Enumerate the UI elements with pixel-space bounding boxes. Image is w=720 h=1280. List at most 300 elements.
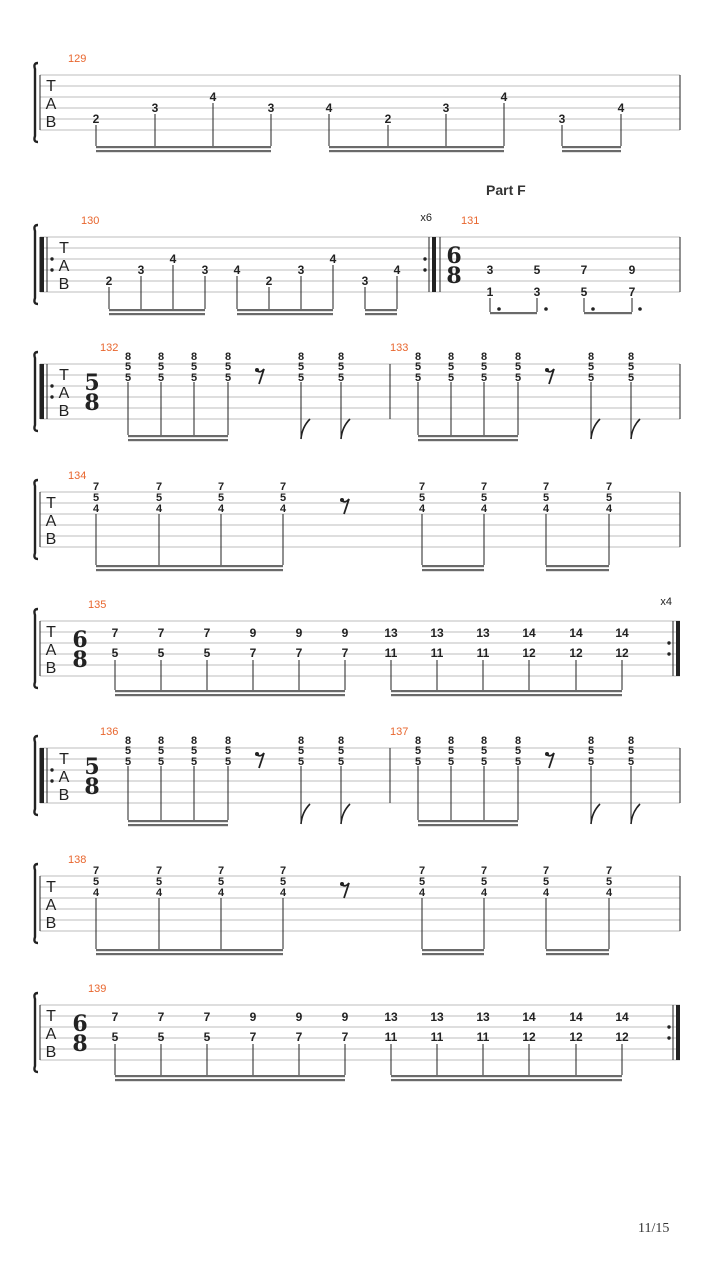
repeat-dot bbox=[667, 652, 670, 655]
system-bracket bbox=[34, 609, 38, 688]
fret-number: 5 bbox=[587, 745, 595, 757]
fret-number: 5 bbox=[480, 492, 488, 504]
time-signature-bottom: 8 bbox=[72, 1031, 88, 1057]
fret-number: 4 bbox=[279, 503, 287, 515]
fret-number: 8 bbox=[447, 351, 455, 363]
fret-number: 5 bbox=[155, 492, 163, 504]
fret-number: 2 bbox=[384, 112, 392, 126]
fret-number: 5 bbox=[414, 361, 422, 373]
fret-number: 8 bbox=[480, 735, 488, 747]
fret-number: 9 bbox=[628, 263, 636, 277]
tab-clef-letter: A bbox=[58, 385, 70, 402]
beam bbox=[391, 1079, 622, 1081]
fret-number: 8 bbox=[124, 735, 132, 747]
fret-number: 7 bbox=[418, 865, 426, 877]
fret-number: 13 bbox=[384, 626, 398, 640]
tab-clef-letter: A bbox=[45, 897, 57, 914]
fret-number: 3 bbox=[558, 112, 566, 126]
fret-number: 4 bbox=[605, 503, 613, 515]
beam bbox=[418, 439, 518, 441]
fret-number: 4 bbox=[233, 263, 241, 277]
beam bbox=[422, 953, 484, 955]
fret-number: 5 bbox=[203, 1030, 211, 1044]
fret-number: 11 bbox=[476, 646, 490, 660]
beam bbox=[96, 565, 283, 567]
fret-number: 13 bbox=[430, 626, 444, 640]
fret-number: 5 bbox=[514, 372, 522, 384]
fret-number: 5 bbox=[92, 492, 100, 504]
fret-number: 9 bbox=[341, 626, 349, 640]
fret-number: 5 bbox=[447, 745, 455, 757]
beam bbox=[562, 146, 621, 148]
fret-number: 7 bbox=[605, 481, 613, 493]
repeat-dot bbox=[50, 384, 53, 387]
tab-clef-letter: B bbox=[45, 660, 57, 677]
note-flag bbox=[631, 419, 640, 439]
fret-number: 3 bbox=[267, 101, 275, 115]
measure-number: 137 bbox=[390, 726, 409, 738]
fret-number: 8 bbox=[157, 351, 165, 363]
fret-number: 7 bbox=[217, 865, 225, 877]
fret-number: 5 bbox=[297, 756, 305, 768]
fret-number: 5 bbox=[480, 361, 488, 373]
fret-number: 7 bbox=[580, 263, 588, 277]
beam bbox=[115, 690, 345, 692]
fret-number: 5 bbox=[587, 361, 595, 373]
fret-number: 7 bbox=[480, 481, 488, 493]
measure-number: 139 bbox=[88, 983, 107, 995]
fret-number: 4 bbox=[155, 887, 163, 899]
tab-clef-letter: T bbox=[46, 495, 56, 512]
section-label-part-f: Part F bbox=[486, 182, 526, 198]
fret-number: 14 bbox=[569, 1010, 583, 1024]
eighth-rest-dot bbox=[255, 368, 259, 372]
note-flag bbox=[591, 419, 600, 439]
fret-number: 5 bbox=[190, 745, 198, 757]
system-bracket bbox=[34, 864, 38, 943]
fret-number: 5 bbox=[297, 745, 305, 757]
fret-number: 5 bbox=[587, 756, 595, 768]
beam bbox=[546, 953, 609, 955]
repeat-dot bbox=[50, 768, 53, 771]
fret-number: 5 bbox=[224, 372, 232, 384]
beam bbox=[96, 569, 283, 571]
fret-number: 8 bbox=[627, 351, 635, 363]
repeat-start-thick-bar bbox=[40, 237, 44, 292]
fret-number: 4 bbox=[217, 887, 225, 899]
dot bbox=[638, 307, 642, 311]
time-signature-top: 6 bbox=[72, 1011, 88, 1037]
fret-number: 8 bbox=[190, 351, 198, 363]
fret-number: 9 bbox=[249, 626, 257, 640]
beam bbox=[365, 313, 397, 315]
fret-number: 8 bbox=[414, 735, 422, 747]
fret-number: 7 bbox=[279, 865, 287, 877]
fret-number: 5 bbox=[157, 361, 165, 373]
fret-number: 4 bbox=[209, 90, 217, 104]
fret-number: 5 bbox=[514, 745, 522, 757]
time-signature-top: 5 bbox=[84, 754, 100, 780]
page-number: 11/15 bbox=[638, 1221, 670, 1236]
beam bbox=[115, 694, 345, 696]
fret-number: 4 bbox=[605, 887, 613, 899]
fret-number: 8 bbox=[124, 351, 132, 363]
fret-number: 5 bbox=[337, 372, 345, 384]
time-signature-bottom: 8 bbox=[84, 390, 100, 416]
fret-number: 7 bbox=[111, 626, 119, 640]
fret-number: 3 bbox=[151, 101, 159, 115]
fret-number: 8 bbox=[447, 735, 455, 747]
fret-number: 4 bbox=[418, 503, 426, 515]
fret-number: 4 bbox=[169, 252, 177, 266]
tab-clef-letter: T bbox=[59, 240, 69, 257]
beam bbox=[422, 565, 484, 567]
fret-number: 11 bbox=[384, 646, 398, 660]
fret-number: 5 bbox=[627, 756, 635, 768]
fret-number: 9 bbox=[249, 1010, 257, 1024]
fret-number: 5 bbox=[480, 372, 488, 384]
fret-number: 7 bbox=[542, 481, 550, 493]
fret-number: 7 bbox=[542, 865, 550, 877]
time-signature-top: 6 bbox=[446, 243, 462, 269]
fret-number: 8 bbox=[190, 735, 198, 747]
fret-number: 5 bbox=[190, 372, 198, 384]
fret-number: 5 bbox=[337, 361, 345, 373]
fret-number: 5 bbox=[157, 1030, 165, 1044]
beam bbox=[391, 694, 622, 696]
fret-number: 5 bbox=[337, 756, 345, 768]
fret-number: 9 bbox=[295, 626, 303, 640]
measure-number: 136 bbox=[100, 726, 119, 738]
fret-number: 7 bbox=[92, 481, 100, 493]
system-bracket bbox=[34, 993, 38, 1072]
fret-number: 5 bbox=[124, 756, 132, 768]
fret-number: 7 bbox=[203, 1010, 211, 1024]
fret-number: 12 bbox=[569, 646, 583, 660]
eighth-rest-dot bbox=[340, 882, 344, 886]
tab-clef-letter: B bbox=[45, 531, 57, 548]
repeat-dot bbox=[423, 257, 426, 260]
fret-number: 7 bbox=[418, 481, 426, 493]
fret-number: 5 bbox=[580, 285, 588, 299]
fret-number: 11 bbox=[430, 1030, 444, 1044]
fret-number: 1 bbox=[486, 285, 494, 299]
fret-number: 5 bbox=[605, 876, 613, 888]
beam bbox=[422, 569, 484, 571]
system-bracket bbox=[34, 480, 38, 559]
measure-number: 132 bbox=[100, 342, 119, 354]
fret-number: 5 bbox=[157, 756, 165, 768]
fret-number: 5 bbox=[533, 263, 541, 277]
fret-number: 7 bbox=[249, 646, 257, 660]
fret-number: 4 bbox=[418, 887, 426, 899]
repeat-dot bbox=[50, 779, 53, 782]
tab-clef-letter: A bbox=[45, 642, 57, 659]
tab-clef-letter: T bbox=[46, 1008, 56, 1025]
beam bbox=[584, 312, 632, 314]
repeat-start-thick-bar bbox=[40, 364, 44, 419]
note-flag bbox=[591, 804, 600, 824]
beam bbox=[490, 312, 537, 314]
fret-number: 7 bbox=[605, 865, 613, 877]
fret-number: 5 bbox=[224, 745, 232, 757]
fret-number: 5 bbox=[157, 745, 165, 757]
system-bracket bbox=[34, 736, 38, 815]
beam bbox=[546, 949, 609, 951]
eighth-rest-dot bbox=[545, 368, 549, 372]
fret-number: 5 bbox=[418, 876, 426, 888]
fret-number: 5 bbox=[414, 745, 422, 757]
fret-number: 7 bbox=[203, 626, 211, 640]
beam bbox=[418, 820, 518, 822]
beam bbox=[562, 150, 621, 152]
beam bbox=[96, 953, 283, 955]
fret-number: 9 bbox=[295, 1010, 303, 1024]
fret-number: 7 bbox=[628, 285, 636, 299]
fret-number: 7 bbox=[157, 1010, 165, 1024]
fret-number: 4 bbox=[92, 503, 100, 515]
fret-number: 7 bbox=[480, 865, 488, 877]
fret-number: 5 bbox=[190, 756, 198, 768]
fret-number: 5 bbox=[111, 646, 119, 660]
fret-number: 5 bbox=[111, 1030, 119, 1044]
fret-number: 8 bbox=[514, 351, 522, 363]
fret-number: 5 bbox=[203, 646, 211, 660]
fret-number: 12 bbox=[569, 1030, 583, 1044]
beam bbox=[237, 309, 333, 311]
fret-number: 8 bbox=[224, 735, 232, 747]
repeat-count: x6 bbox=[420, 212, 432, 224]
beam bbox=[546, 565, 609, 567]
fret-number: 5 bbox=[627, 372, 635, 384]
beam bbox=[128, 435, 228, 437]
fret-number: 4 bbox=[617, 101, 625, 115]
beam bbox=[391, 1075, 622, 1077]
tab-clef-letter: A bbox=[58, 258, 70, 275]
fret-number: 8 bbox=[514, 735, 522, 747]
beam bbox=[418, 824, 518, 826]
fret-number: 5 bbox=[414, 372, 422, 384]
tab-clef-letter: B bbox=[58, 403, 70, 420]
fret-number: 7 bbox=[217, 481, 225, 493]
measure-number: 130 bbox=[81, 215, 100, 227]
beam bbox=[422, 949, 484, 951]
note-flag bbox=[301, 419, 310, 439]
system-bracket bbox=[34, 63, 38, 142]
repeat-dot bbox=[667, 1025, 670, 1028]
fret-number: 5 bbox=[297, 361, 305, 373]
fret-number: 7 bbox=[155, 865, 163, 877]
time-signature-bottom: 8 bbox=[84, 774, 100, 800]
fret-number: 4 bbox=[480, 887, 488, 899]
fret-number: 4 bbox=[92, 887, 100, 899]
repeat-dot bbox=[50, 268, 53, 271]
fret-number: 5 bbox=[155, 876, 163, 888]
fret-number: 8 bbox=[480, 351, 488, 363]
beam bbox=[128, 820, 228, 822]
beam bbox=[128, 824, 228, 826]
fret-number: 7 bbox=[295, 646, 303, 660]
fret-number: 5 bbox=[542, 492, 550, 504]
fret-number: 5 bbox=[297, 372, 305, 384]
time-signature-bottom: 8 bbox=[72, 647, 88, 673]
beam bbox=[391, 690, 622, 692]
measure-number: 135 bbox=[88, 599, 107, 611]
fret-number: 5 bbox=[124, 745, 132, 757]
tab-clef-letter: A bbox=[45, 96, 57, 113]
fret-number: 12 bbox=[522, 646, 536, 660]
fret-number: 14 bbox=[615, 626, 629, 640]
fret-number: 14 bbox=[569, 626, 583, 640]
time-signature-bottom: 8 bbox=[446, 263, 462, 289]
eighth-rest-dot bbox=[545, 752, 549, 756]
eighth-rest-dot bbox=[340, 498, 344, 502]
fret-number: 5 bbox=[480, 745, 488, 757]
tab-clef-letter: B bbox=[45, 114, 57, 131]
beam bbox=[96, 949, 283, 951]
fret-number: 5 bbox=[414, 756, 422, 768]
fret-number: 4 bbox=[480, 503, 488, 515]
tab-clef-letter: A bbox=[45, 513, 57, 530]
fret-number: 8 bbox=[224, 351, 232, 363]
tab-clef-letter: B bbox=[45, 1044, 57, 1061]
fret-number: 8 bbox=[157, 735, 165, 747]
fret-number: 11 bbox=[476, 1030, 490, 1044]
fret-number: 5 bbox=[190, 361, 198, 373]
fret-number: 5 bbox=[627, 361, 635, 373]
tab-clef-letter: A bbox=[58, 769, 70, 786]
fret-number: 7 bbox=[157, 626, 165, 640]
fret-number: 5 bbox=[514, 756, 522, 768]
fret-number: 7 bbox=[249, 1030, 257, 1044]
fret-number: 5 bbox=[224, 756, 232, 768]
fret-number: 7 bbox=[279, 481, 287, 493]
fret-number: 5 bbox=[157, 372, 165, 384]
fret-number: 3 bbox=[361, 274, 369, 288]
beam bbox=[128, 439, 228, 441]
fret-number: 5 bbox=[124, 372, 132, 384]
fret-number: 5 bbox=[279, 492, 287, 504]
fret-number: 8 bbox=[587, 735, 595, 747]
fret-number: 3 bbox=[137, 263, 145, 277]
fret-number: 4 bbox=[500, 90, 508, 104]
fret-number: 4 bbox=[393, 263, 401, 277]
dot bbox=[497, 307, 501, 311]
fret-number: 12 bbox=[522, 1030, 536, 1044]
tab-clef-letter: T bbox=[46, 879, 56, 896]
fret-number: 3 bbox=[297, 263, 305, 277]
repeat-dot bbox=[50, 257, 53, 260]
note-flag bbox=[631, 804, 640, 824]
dot bbox=[591, 307, 595, 311]
fret-number: 7 bbox=[295, 1030, 303, 1044]
fret-number: 5 bbox=[587, 372, 595, 384]
fret-number: 9 bbox=[341, 1010, 349, 1024]
tab-clef-letter: T bbox=[59, 751, 69, 768]
dot bbox=[544, 307, 548, 311]
tab-clef-letter: B bbox=[58, 276, 70, 293]
beam bbox=[329, 146, 504, 148]
beam bbox=[109, 313, 205, 315]
beam bbox=[115, 1079, 345, 1081]
fret-number: 5 bbox=[279, 876, 287, 888]
fret-number: 2 bbox=[105, 274, 113, 288]
fret-number: 2 bbox=[92, 112, 100, 126]
beam bbox=[546, 569, 609, 571]
fret-number: 8 bbox=[297, 351, 305, 363]
fret-number: 5 bbox=[447, 361, 455, 373]
fret-number: 8 bbox=[414, 351, 422, 363]
beam bbox=[329, 150, 504, 152]
fret-number: 3 bbox=[442, 101, 450, 115]
fret-number: 5 bbox=[217, 492, 225, 504]
fret-number: 3 bbox=[486, 263, 494, 277]
measure-number: 134 bbox=[68, 470, 87, 482]
measure-number: 129 bbox=[68, 53, 87, 65]
fret-number: 5 bbox=[447, 372, 455, 384]
tab-clef-letter: T bbox=[46, 624, 56, 641]
fret-number: 4 bbox=[217, 503, 225, 515]
tab-clef-letter: B bbox=[58, 787, 70, 804]
fret-number: 7 bbox=[92, 865, 100, 877]
fret-number: 4 bbox=[329, 252, 337, 266]
repeat-count: x4 bbox=[660, 596, 672, 608]
fret-number: 7 bbox=[341, 646, 349, 660]
fret-number: 12 bbox=[615, 1030, 629, 1044]
time-signature-top: 5 bbox=[84, 370, 100, 396]
fret-number: 4 bbox=[542, 503, 550, 515]
beam bbox=[115, 1075, 345, 1077]
tab-clef-letter: A bbox=[45, 1026, 57, 1043]
fret-number: 7 bbox=[155, 481, 163, 493]
repeat-dot bbox=[667, 641, 670, 644]
measure-number: 131 bbox=[461, 215, 480, 227]
fret-number: 8 bbox=[337, 735, 345, 747]
fret-number: 5 bbox=[224, 361, 232, 373]
beam bbox=[365, 309, 397, 311]
beam bbox=[96, 146, 271, 148]
fret-number: 4 bbox=[542, 887, 550, 899]
measure-number: 138 bbox=[68, 854, 87, 866]
fret-number: 8 bbox=[297, 735, 305, 747]
fret-number: 5 bbox=[480, 876, 488, 888]
tab-clef-letter: T bbox=[59, 367, 69, 384]
eighth-rest-dot bbox=[255, 752, 259, 756]
fret-number: 8 bbox=[337, 351, 345, 363]
fret-number: 5 bbox=[418, 492, 426, 504]
fret-number: 14 bbox=[522, 1010, 536, 1024]
fret-number: 4 bbox=[155, 503, 163, 515]
fret-number: 4 bbox=[279, 887, 287, 899]
note-flag bbox=[301, 804, 310, 824]
fret-number: 11 bbox=[384, 1030, 398, 1044]
fret-number: 5 bbox=[480, 756, 488, 768]
fret-number: 5 bbox=[627, 745, 635, 757]
fret-number: 5 bbox=[605, 492, 613, 504]
fret-number: 7 bbox=[111, 1010, 119, 1024]
system-bracket bbox=[34, 352, 38, 431]
time-signature-top: 6 bbox=[72, 627, 88, 653]
beam bbox=[237, 313, 333, 315]
fret-number: 12 bbox=[615, 646, 629, 660]
repeat-end-thick-bar bbox=[432, 237, 436, 292]
fret-number: 5 bbox=[514, 361, 522, 373]
fret-number: 2 bbox=[265, 274, 273, 288]
repeat-end-thick-bar bbox=[676, 621, 680, 676]
fret-number: 3 bbox=[201, 263, 209, 277]
fret-number: 5 bbox=[337, 745, 345, 757]
tab-clef-letter: B bbox=[45, 915, 57, 932]
